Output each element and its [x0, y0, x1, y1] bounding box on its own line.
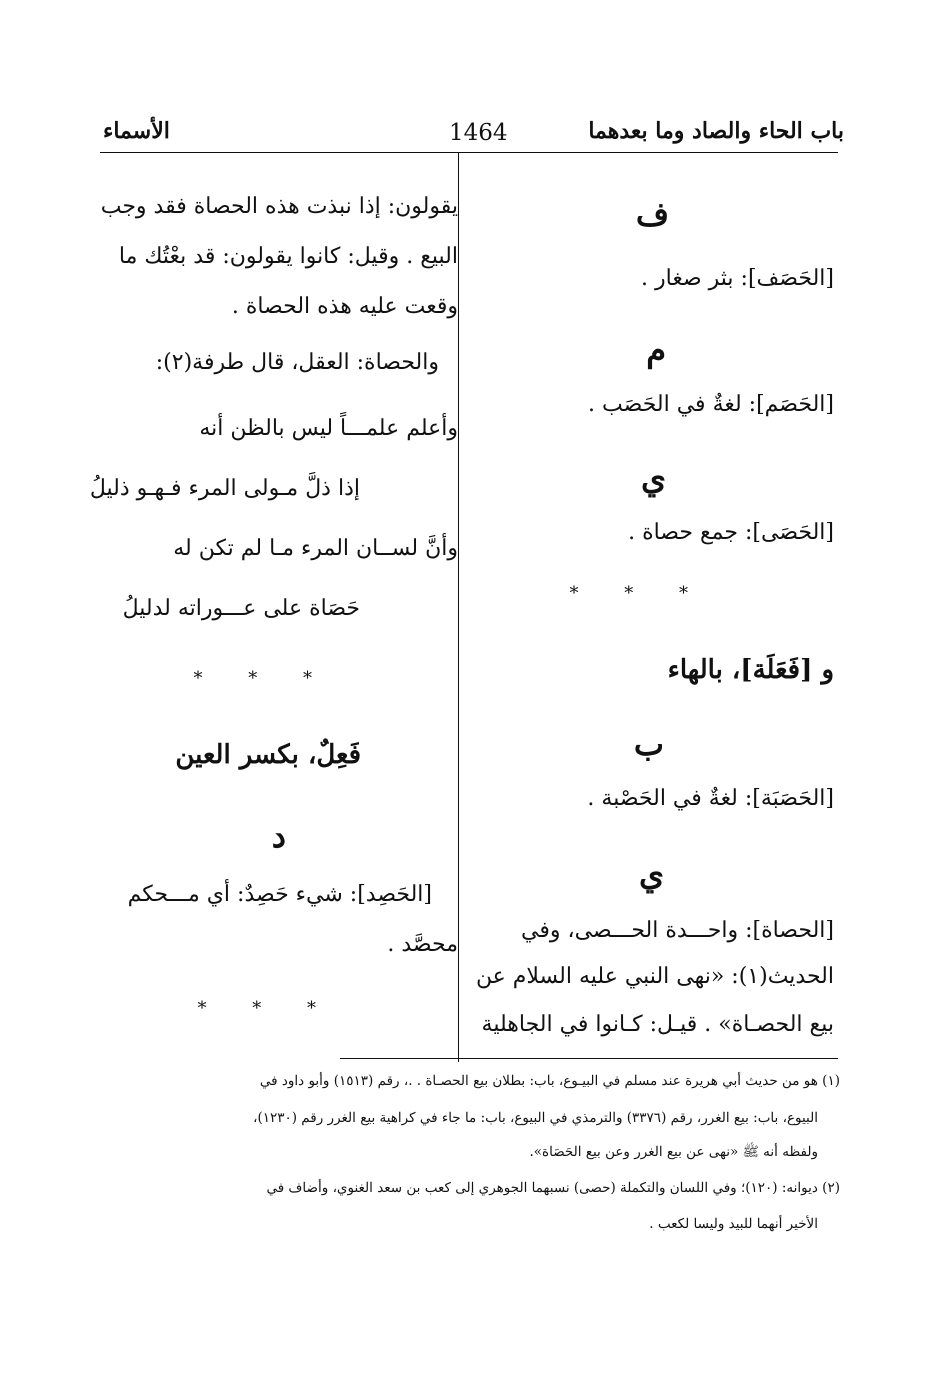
separator-stars-1: * * * [193, 668, 332, 689]
section-heading-fail: فَعِلٌ، بكسر العين [175, 740, 361, 770]
letter-heading-ba: ب [633, 725, 664, 763]
entry-hasam: [الحَصَم]: لغةٌ في الحَصَب . [588, 392, 834, 417]
footnote-1-line-2: البيوع، باب: بيع الغرر، رقم (٣٣٧٦) والترمذي في البيوع، باب: ما جاء في كراهية بيع الغرر رقم (١٢٣٠)، [253, 1110, 818, 1126]
footnote-1-line-1: (١) هو من حديث أبي هريرة عند مسلم في البيـوع، باب: بطلان بيع الحصـاة . .، رقم (١٥١٣) وأبو داود في [259, 1073, 840, 1089]
page-number: 1464 [449, 120, 508, 146]
verse-line-4: حَصَاة على عـــوراته لدليلُ [122, 596, 360, 621]
letter-heading-mim: م [646, 331, 666, 369]
entry-hasat-line-2: الحديث(١): «نهى النبي عليه السلام عن [475, 964, 834, 989]
entry-hasid-line-2: محصَّد . [387, 932, 458, 957]
verse-line-2: إذا ذلَّ مـولى المرء فـهـو ذليلُ [89, 476, 360, 501]
entry-hasid-line-1: [الحَصِد]: شيء حَصِدٌ: أي مـــحكم [127, 882, 432, 907]
footnote-2-line-1: (٢) ديوانه: (١٢٠)؛ وفي اللسان والتكملة (حصى) نسبهما الجوهري إلى كعب بن سعد الغنوي، وأضاف في [266, 1180, 840, 1196]
separator-stars: * * * [569, 583, 708, 604]
entry-hasa: [الحَصَى]: جمع حصاة . [628, 520, 834, 545]
letter-heading-dal: د [271, 817, 286, 855]
header-rule [100, 152, 838, 153]
footnote-2-line-2: الأخير أنهما للبيد وليسا لكعب . [649, 1216, 818, 1232]
letter-heading-ya-2: ي [638, 855, 664, 893]
entry-hasaba: [الحَصَبَة]: لغةٌ في الحَصْبة . [587, 786, 834, 811]
entry-hasat-aql: والحصاة: العقل، قال طرفة(٢): [155, 350, 439, 375]
letter-heading-ya: ي [640, 459, 666, 497]
running-header-chapter: باب الحاء والصاد وما بعدهما [588, 118, 844, 144]
column-divider [458, 152, 459, 1062]
entry-hasat-line-1: [الحصاة]: واحـــدة الحـــصى، وفي [521, 918, 834, 943]
letter-heading-fa: ف [635, 195, 669, 233]
verse-line-1: وأعلم علمـــاً ليس بالظن أنه [199, 416, 458, 441]
verse-line-3: وأنَّ لســان المرء مـا لم تكن له [173, 536, 458, 561]
continued-text-line-1: يقولون: إذا نبذت هذه الحصاة فقد وجب [100, 194, 458, 219]
continued-text-line-2: البيع . وقيل: كانوا يقولون: قد بعْتُك ما [118, 244, 458, 269]
footnote-rule [340, 1058, 838, 1059]
running-header-section: الأسماء [103, 118, 170, 144]
entry-hasaf: [الحَصَف]: بثر صغار . [641, 266, 834, 291]
entry-hasat-line-3: بيع الحصـاة» . قيـل: كـانوا في الجاهلية [481, 1012, 834, 1037]
section-heading-faala: و [فَعَلَة]، بالهاء [667, 655, 834, 685]
continued-text-line-3: وقعت عليه هذه الحصاة . [231, 294, 458, 319]
footnote-1-line-3: ولفظه أنه ﷺ «نهى عن بيع الغرر وعن بيع الحَصَاة». [529, 1144, 818, 1160]
separator-stars-2: * * * [197, 998, 336, 1019]
